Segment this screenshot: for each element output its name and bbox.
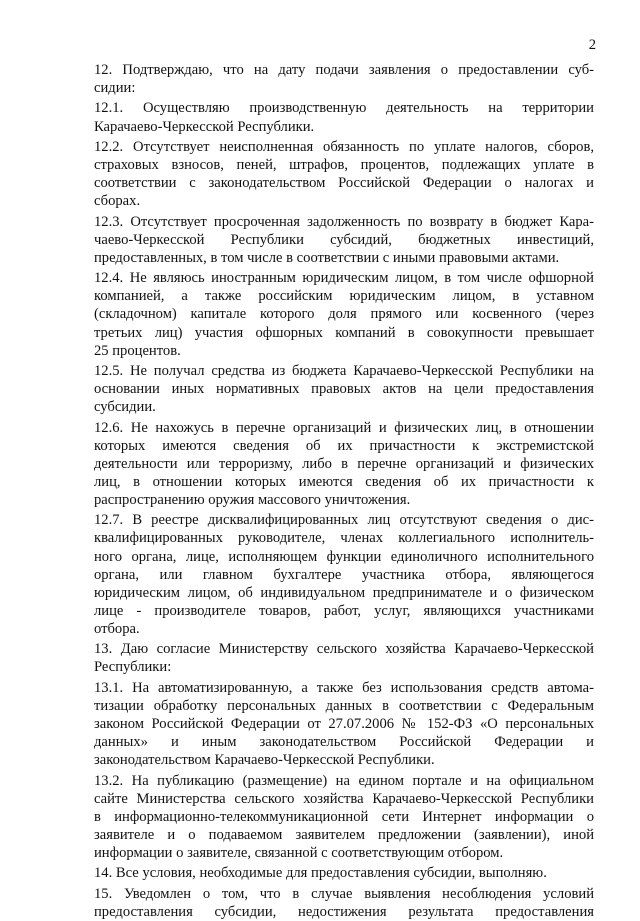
paragraph (94, 213, 594, 267)
text-line: 14. Все условия, необходимые для предоставления субсидии, выполняю. (94, 865, 547, 882)
paragraph (94, 864, 594, 882)
paragraph (94, 61, 594, 97)
paragraph (94, 362, 594, 416)
paragraph (94, 679, 594, 769)
text-line: основании иных нормативных правовых актов на цели предоставления (94, 381, 594, 398)
paragraph (94, 511, 594, 638)
text-line: (складочном) капитале которого доля прямого или косвенного (через (94, 306, 594, 323)
text-line: соответствии с законодательством Российской Федерации о налогах и (94, 175, 594, 192)
text-line: предоставления субсидии, недостижения результата предоставления (94, 903, 594, 920)
text-line: страховых взносов, пеней, штрафов, процентов, подлежащих уплате в (94, 157, 594, 174)
text-line: заявителе и о подаваемом заявителем предложении (заявлении), иной (94, 826, 594, 843)
text-line: законодательством Карачаево-Черкесской Республики. (94, 752, 435, 769)
text-line: отбора. (94, 620, 140, 637)
text-line: 12.3. Отсутствует просроченная задолженность по возврату в бюджет Кара- (94, 213, 594, 230)
paragraph (94, 269, 594, 359)
paragraph (94, 419, 594, 509)
text-line: предоставленных, в том числе в соответствии с иными правовыми актами. (94, 249, 560, 266)
paragraph (94, 138, 594, 210)
text-line: данных» и иным законодательством Российской Федерации и (94, 734, 594, 751)
text-line: чаево-Черкесской Республики субсидий, бюджетных инвестиций, (94, 231, 594, 248)
paragraph (94, 772, 594, 862)
text-line: 13. Даю согласие Министерству сельского хозяйства Карачаево-Черкесской (94, 641, 594, 658)
text-line: 12.5. Не получал средства из бюджета Карачаево-Черкесской Республики на (94, 362, 594, 379)
text-line: деятельности или терроризму, либо в перечне организаций и физических (94, 455, 594, 472)
paragraph (94, 99, 594, 135)
text-line: сайте Министерства сельского хозяйства Карачаево-Черкесской Республики (94, 790, 594, 807)
text-line: информации о заявителе, связанной с соответствующим отбором. (94, 844, 504, 861)
text-line: Карачаево-Черкесской Республики. (94, 118, 315, 135)
text-line: квалифицированных руководителе, членах коллегиального исполнитель- (94, 530, 594, 547)
text-line: в информационно-телекоммуникационной сети Интернет информации о (94, 808, 594, 825)
text-line: 12.6. Не нахожусь в перечне организаций и физических лиц, в отношении (94, 419, 594, 436)
text-line: 13.1. На автоматизированную, а также без использования средств автома- (94, 679, 594, 696)
text-line: 15. Уведомлен о том, что в случае выявления несоблюдения условий (94, 885, 594, 902)
text-line: компанией, а также российским юридическим лицом, в уставном (94, 288, 594, 305)
paragraph (94, 640, 594, 676)
text-line: сборах. (94, 193, 141, 210)
page-number: 2 (588, 37, 596, 53)
text-line: 12.4. Не являюсь иностранным юридическим лицом, в том числе офшорной (94, 270, 594, 287)
text-line: юридическим лицом, об индивидуальном предпринимателе и о физическом (94, 584, 594, 601)
text-line: сидии: (94, 80, 136, 97)
document-body (94, 61, 594, 921)
text-line: 12.7. В реестре дисквалифицированных лиц отсутствуют сведения о дис- (94, 512, 594, 529)
text-line: 12.2. Отсутствует неисполненная обязанность по уплате налогов, сборов, (94, 138, 594, 155)
text-line: 13.2. На публикацию (размещение) на едином портале и на официальном (94, 772, 594, 789)
text-line: лице - производителе товаров, работ, услуг, являющихся участниками (94, 602, 594, 619)
text-line: Республики: (94, 659, 172, 676)
text-line: ного органа, лице, исполняющем функции единоличного исполнительного (94, 548, 594, 565)
text-line: третьих лиц) участия офшорных компаний в совокупности превышает (94, 324, 594, 341)
text-line: тизации обработку персональных данных в соответствии с Федеральным (94, 697, 594, 714)
text-line: лиц, в отношении которых имеются сведения об их причастности к (94, 473, 594, 490)
text-line: распространению оружия массового уничтожения. (94, 491, 411, 508)
text-line: которых имеются сведения об их причастности к экстремистской (94, 437, 594, 454)
text-line: субсидии. (94, 399, 156, 416)
text-line: органа, или главном бухгалтере участника отбора, являющегося (94, 566, 594, 583)
text-line: законом Российской Федерации от 27.07.2006 № 152-ФЗ «О персональных (94, 715, 594, 732)
text-line: 25 процентов. (94, 342, 181, 359)
text-line: 12.1. Осуществляю производственную деятельность на территории (94, 100, 594, 117)
paragraph (94, 885, 594, 921)
text-line: 12. Подтверждаю, что на дату подачи заявления о предоставлении суб- (94, 62, 594, 78)
